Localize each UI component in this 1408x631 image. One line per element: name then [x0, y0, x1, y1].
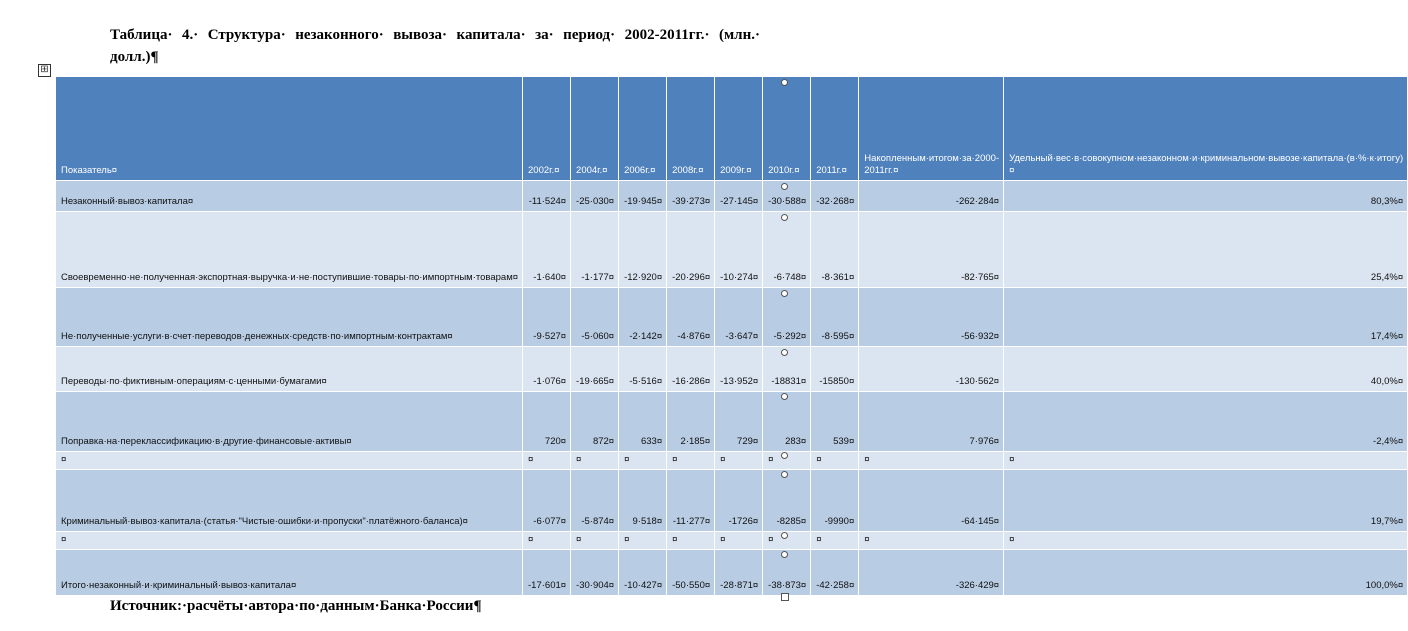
- table-cell: ¤: [523, 532, 571, 550]
- table-cell: -11·524¤: [523, 181, 571, 212]
- table-cell: -50·550¤: [667, 550, 715, 596]
- table-cell: 2·185¤: [667, 392, 715, 452]
- table-row: [56, 392, 1408, 452]
- table-cell: 9·518¤: [619, 470, 667, 532]
- table-cell: -4·876¤: [667, 288, 715, 347]
- table-cell: 539¤: [811, 392, 859, 452]
- table-cell: -1·177¤: [571, 212, 619, 288]
- table-cell: -18831¤: [763, 347, 811, 392]
- column-header: 2004г.¤: [571, 77, 619, 181]
- end-of-row-mark-icon: [781, 183, 788, 190]
- table-row: [56, 212, 1408, 288]
- table-cell: 7·976¤: [859, 392, 1004, 452]
- end-of-row-mark-icon: [781, 551, 788, 558]
- table-resize-handle-icon[interactable]: [781, 593, 789, 601]
- source-note: Источник:·расчёты·автора·по·данным·Банка·России¶: [110, 598, 482, 614]
- table-caption: Таблица· 4.· Структура· незаконного· вывоза· капитала· за· период· 2002-2011гг.· (млн.· долл.)¶: [110, 27, 760, 65]
- column-header: 2011г.¤: [811, 77, 859, 181]
- table-cell: 283¤: [763, 392, 811, 452]
- table-cell: ¤: [523, 452, 571, 470]
- table-cell: ¤: [667, 532, 715, 550]
- table-cell: -17·601¤: [523, 550, 571, 596]
- table-cell: 80,3%¤: [1004, 181, 1408, 212]
- table-cell: -5·874¤: [571, 470, 619, 532]
- table-cell: -1·640¤: [523, 212, 571, 288]
- table-cell: -28·871¤: [715, 550, 763, 596]
- table-cell: ¤: [571, 452, 619, 470]
- table-cell: -6·077¤: [523, 470, 571, 532]
- row-label: Своевременно·не·полученная·экспортная·выручка·и·не·поступившие·товары·по·импортным·товарам¤: [56, 212, 523, 288]
- table-cell: ¤: [811, 532, 859, 550]
- table-cell: 100,0%¤: [1004, 550, 1408, 596]
- table-cell: -27·145¤: [715, 181, 763, 212]
- row-label: Поправка·на·переклассификацию·в·другие·финансовые·активы¤: [56, 392, 523, 452]
- column-header: 2009г.¤: [715, 77, 763, 181]
- end-of-row-mark-icon: [781, 349, 788, 356]
- table-cell: ¤: [859, 452, 1004, 470]
- table-cell: -38·873¤: [763, 550, 811, 596]
- table-cell: -2·142¤: [619, 288, 667, 347]
- table-cell: 633¤: [619, 392, 667, 452]
- table-cell: -8·361¤: [811, 212, 859, 288]
- header-row: [56, 77, 1408, 181]
- end-of-row-mark-icon: [781, 393, 788, 400]
- table-cell: -20·296¤: [667, 212, 715, 288]
- table-cell: -32·268¤: [811, 181, 859, 212]
- table-cell: -9·527¤: [523, 288, 571, 347]
- table-cell: 720¤: [523, 392, 571, 452]
- table-cell: -8285¤: [763, 470, 811, 532]
- table-cell: -326·429¤: [859, 550, 1004, 596]
- table-cell: -56·932¤: [859, 288, 1004, 347]
- table-row: [56, 288, 1408, 347]
- table-cell: -2,4%¤: [1004, 392, 1408, 452]
- table-cell: 729¤: [715, 392, 763, 452]
- row-label: Итого·незаконный·и·криминальный·вывоз·капитала¤: [56, 550, 523, 596]
- table-cell: -19·945¤: [619, 181, 667, 212]
- table-cell: 17,4%¤: [1004, 288, 1408, 347]
- table-move-handle-icon[interactable]: ⊞: [38, 64, 51, 77]
- column-header: Показатель¤: [56, 77, 523, 181]
- table-cell: -19·665¤: [571, 347, 619, 392]
- table-cell: ¤: [811, 452, 859, 470]
- table-cell: 25,4%¤: [1004, 212, 1408, 288]
- table-cell: -25·030¤: [571, 181, 619, 212]
- table-cell: -6·748¤: [763, 212, 811, 288]
- table-cell: -5·060¤: [571, 288, 619, 347]
- table-cell: ¤: [667, 452, 715, 470]
- table-cell: 19,7%¤: [1004, 470, 1408, 532]
- table-cell: -11·277¤: [667, 470, 715, 532]
- column-header: Удельный·вес·в·совокупном·незаконном·и·криминальном·вывозе·капитала·(в·%·к·итогу)¤: [1004, 77, 1408, 181]
- table-cell: -12·920¤: [619, 212, 667, 288]
- table-cell: -16·286¤: [667, 347, 715, 392]
- column-header: 2008г.¤: [667, 77, 715, 181]
- end-of-row-mark-icon: [781, 290, 788, 297]
- table-row: [56, 347, 1408, 392]
- table-row: [56, 550, 1408, 596]
- table-cell: ¤: [715, 452, 763, 470]
- end-of-row-mark-icon: [781, 452, 788, 459]
- table-cell: -42·258¤: [811, 550, 859, 596]
- table-cell: -13·952¤: [715, 347, 763, 392]
- table-cell: -5·292¤: [763, 288, 811, 347]
- table-cell: ¤: [859, 532, 1004, 550]
- table-cell: -1726¤: [715, 470, 763, 532]
- capital-flight-table: [55, 76, 1408, 596]
- column-header: 2006г.¤: [619, 77, 667, 181]
- row-label: Криминальный·вывоз·капитала·(статья·"Чистые·ошибки·и·пропуски"·платёжного·баланса)¤: [56, 470, 523, 532]
- table-cell: -1·076¤: [523, 347, 571, 392]
- table-row: [56, 452, 1408, 470]
- column-header: 2002г.¤: [523, 77, 571, 181]
- table-cell: ¤: [763, 532, 811, 550]
- end-of-row-mark-icon: [781, 532, 788, 539]
- table-cell: 872¤: [571, 392, 619, 452]
- table-cell: ¤: [571, 532, 619, 550]
- row-label: ¤: [56, 532, 523, 550]
- table-cell: -10·427¤: [619, 550, 667, 596]
- end-of-row-mark-icon: [781, 471, 788, 478]
- end-of-row-mark-icon: [781, 79, 788, 86]
- table-cell: 40,0%¤: [1004, 347, 1408, 392]
- column-header: 2010г.¤: [763, 77, 811, 181]
- table-cell: ¤: [1004, 452, 1408, 470]
- table-row: [56, 532, 1408, 550]
- table-cell: ¤: [619, 452, 667, 470]
- table-cell: -15850¤: [811, 347, 859, 392]
- table-row: [56, 181, 1408, 212]
- table-cell: ¤: [715, 532, 763, 550]
- table-cell: -64·145¤: [859, 470, 1004, 532]
- end-of-row-mark-icon: [781, 214, 788, 221]
- table-cell: -30·588¤: [763, 181, 811, 212]
- table-cell: -8·595¤: [811, 288, 859, 347]
- table-cell: -39·273¤: [667, 181, 715, 212]
- table-cell: ¤: [1004, 532, 1408, 550]
- table-cell: -262·284¤: [859, 181, 1004, 212]
- row-label: Незаконный·вывоз·капитала¤: [56, 181, 523, 212]
- table-cell: -130·562¤: [859, 347, 1004, 392]
- table-cell: ¤: [619, 532, 667, 550]
- table-cell: -82·765¤: [859, 212, 1004, 288]
- table-cell: -5·516¤: [619, 347, 667, 392]
- table-cell: -3·647¤: [715, 288, 763, 347]
- table-cell: -9990¤: [811, 470, 859, 532]
- table-cell: -30·904¤: [571, 550, 619, 596]
- row-label: Не·полученные·услуги·в·счет·переводов·денежных·средств·по·импортным·контрактам¤: [56, 288, 523, 347]
- table-cell: -10·274¤: [715, 212, 763, 288]
- row-label: Переводы·по·фиктивным·операциям·с·ценными·бумагами¤: [56, 347, 523, 392]
- table-row: [56, 470, 1408, 532]
- table-cell: ¤: [763, 452, 811, 470]
- column-header: Накопленным·итогом·за·2000-2011гг.¤: [859, 77, 1004, 181]
- row-label: ¤: [56, 452, 523, 470]
